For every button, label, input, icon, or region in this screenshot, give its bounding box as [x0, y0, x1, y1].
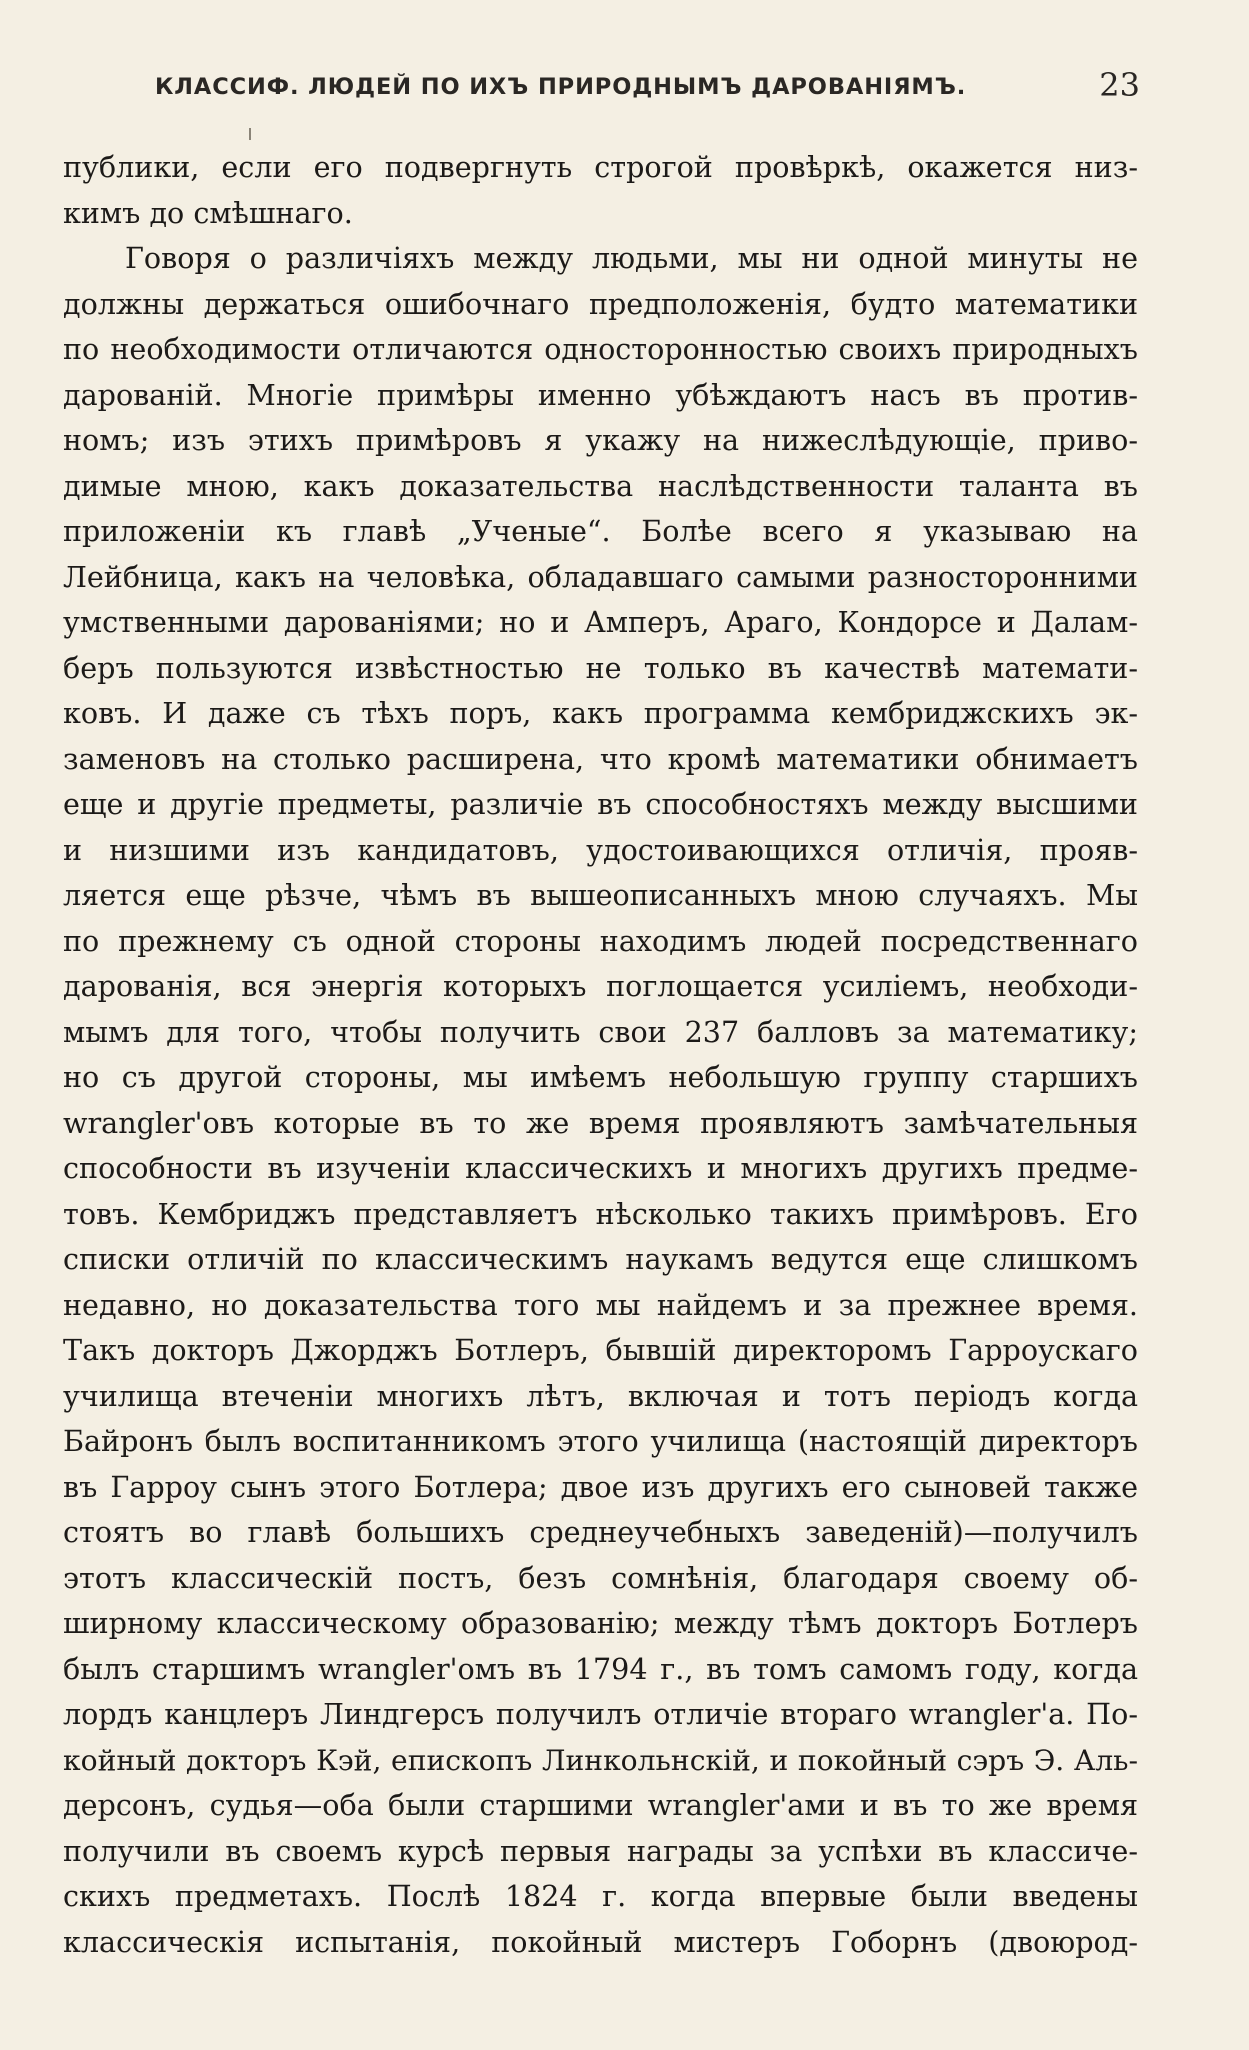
text-line: стоятъ во главѣ большихъ среднеучебныхъ заведеній)—получилъ — [63, 1515, 1138, 1549]
text-line: Говоря о различіяхъ между людьми, мы ни одной минуты не — [125, 241, 1138, 275]
text-line: лордъ канцлеръ Линдгерсъ получилъ отличіе втораго wrangler'а. По- — [63, 1697, 1138, 1731]
text-line: Такъ докторъ Джорджъ Ботлеръ, бывшій директоромъ Гарроускаго — [63, 1333, 1138, 1367]
text-line: мымъ для того, чтобы получить свои 237 балловъ за математику; — [63, 1014, 1138, 1049]
text-line: беръ пользуются извѣстностью не только въ качествѣ математи- — [63, 650, 1138, 685]
text-line: должны держаться ошибочнаго предположенія, будто математики — [63, 286, 1138, 321]
text-line: умственными дарованіями; но и Амперъ, Араго, Кондорсе и Далам- — [63, 605, 1138, 639]
text-line: номъ; изъ этихъ примѣровъ я укажу на нижеслѣдующіе, приво- — [63, 423, 1138, 457]
text-line: способности въ изученіи классическихъ и многихъ другихъ предме- — [63, 1151, 1138, 1185]
text-line: ширному классическому образованію; между тѣмъ докторъ Ботлеръ — [63, 1606, 1138, 1640]
text-line: дерсонъ, судья—оба были старшими wrangler'ами и въ то же время — [63, 1788, 1138, 1822]
text-line: товъ. Кембриджъ представляетъ нѣсколько такихъ примѣровъ. Его — [63, 1196, 1138, 1231]
text-line: и низшими изъ кандидатовъ, удостоивающихся отличія, прояв- — [63, 832, 1138, 867]
text-line: по прежнему съ одной стороны находимъ людей посредственнаго — [63, 923, 1138, 958]
text-line: былъ старшимъ wrangler'омъ въ 1794 г., въ томъ самомъ году, когда — [63, 1651, 1138, 1686]
text-line: ковъ. И даже съ тѣхъ поръ, какъ программа кембриджскихъ эк- — [63, 696, 1138, 730]
text-line: приложеніи къ главѣ „Ученые“. Болѣе всего я указываю на — [63, 514, 1138, 548]
body-text — [63, 145, 1138, 1965]
text-line: ляется еще рѣзче, чѣмъ въ вышеописанныхъ мною случаяхъ. Мы — [63, 878, 1138, 912]
text-line: wrangler'овъ которые въ то же время проявляютъ замѣчательныя — [63, 1105, 1138, 1140]
text-line: дарованія, вся энергія которыхъ поглощается усиліемъ, необходи- — [63, 969, 1138, 1003]
text-line: еще и другіе предметы, различіе въ способностяхъ между высшими — [63, 787, 1138, 821]
text-line: публики, если его подвергнуть строгой провѣркѣ, окажется низ- — [63, 150, 1138, 184]
page-header — [155, 66, 1140, 116]
text-line: училища втеченіи многихъ лѣтъ, включая и тотъ періодъ когда — [63, 1378, 1138, 1413]
text-line: заменовъ на столько расширена, что кромѣ математики обнимаетъ — [63, 741, 1138, 776]
text-line: Лейбница, какъ на человѣка, обладавшаго самыми разносторонними — [63, 559, 1138, 594]
text-line: дарованій. Многіе примѣры именно убѣждаютъ насъ въ против- — [63, 377, 1138, 412]
text-line: койный докторъ Кэй, епископъ Линкольнскій, и покойный сэръ Э. Аль- — [63, 1743, 1138, 1777]
text-line: Байронъ былъ воспитанникомъ этого училища (настоящій директоръ — [63, 1424, 1138, 1458]
page-number: 23 — [1099, 66, 1140, 104]
text-line: кимъ до смѣшнаго. — [63, 195, 353, 230]
text-line: недавно, но доказательства того мы найдемъ и за прежнее время. — [63, 1287, 1138, 1322]
print-mark — [249, 128, 251, 140]
text-line: скихъ предметахъ. Послѣ 1824 г. когда впервые были введены — [63, 1879, 1138, 1913]
running-title: КЛАССИФ. ЛЮДЕЙ ПО ИХЪ ПРИРОДНЫМЪ ДАРОВАНІЯМЪ. — [155, 74, 967, 100]
text-line: классическія испытанія, покойный мистеръ Гоборнъ (двоюрод- — [63, 1924, 1138, 1959]
text-line: этотъ классическій постъ, безъ сомнѣнія, благодаря своему об- — [63, 1560, 1138, 1595]
text-line: по необходимости отличаются односторонностью своихъ природныхъ — [63, 332, 1138, 366]
text-line: но съ другой стороны, мы имѣемъ небольшую группу старшихъ — [63, 1060, 1138, 1094]
text-line: въ Гарроу сынъ этого Ботлера; двое изъ другихъ его сыновей также — [63, 1469, 1138, 1504]
text-line: димые мною, какъ доказательства наслѣдственности таланта въ — [63, 468, 1138, 503]
text-line: получили въ своемъ курсѣ первыя награды за успѣхи въ классиче- — [63, 1833, 1138, 1868]
text-line: списки отличій по классическимъ наукамъ ведутся еще слишкомъ — [63, 1242, 1138, 1276]
